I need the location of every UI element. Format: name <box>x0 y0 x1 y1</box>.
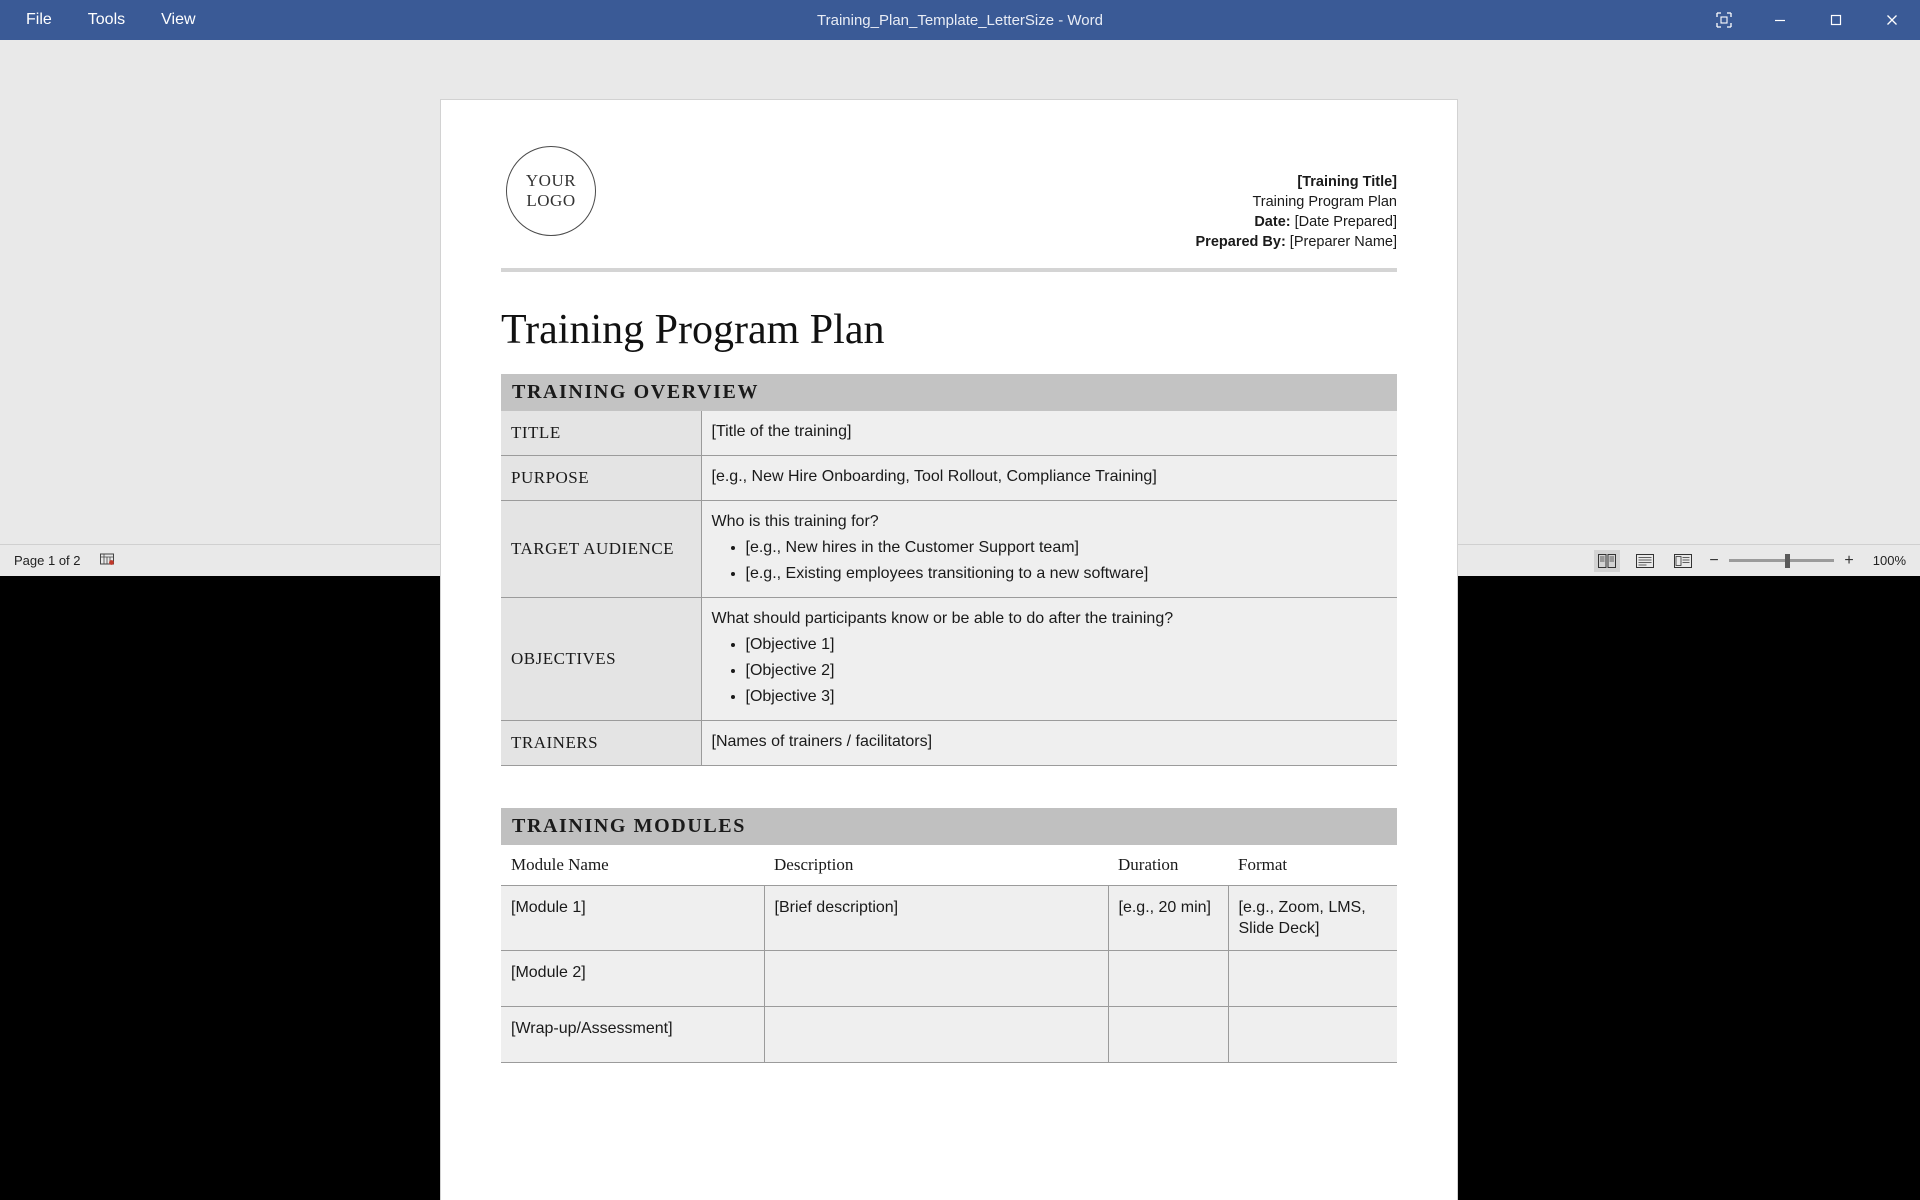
table-header-row <box>501 845 1397 886</box>
table-row <box>501 721 1397 766</box>
status-right-group <box>1594 550 1906 572</box>
section-heading-modules: TRAINING MODULES <box>501 808 1397 845</box>
zoom-slider-thumb[interactable] <box>1785 554 1790 568</box>
table-row <box>501 951 1397 1007</box>
list-item: • [e.g., New hires in the Customer Support team] <box>746 535 1388 561</box>
logo-line-1: YOUR <box>525 171 577 190</box>
document-page[interactable] <box>441 100 1457 1200</box>
header-date-label: Date: <box>1254 214 1291 230</box>
module-name-cell[interactable]: [Module 2] <box>501 951 764 1007</box>
status-left-group <box>14 551 115 570</box>
minimize-icon[interactable] <box>1752 0 1808 40</box>
window-controls <box>1696 0 1920 40</box>
table-row <box>501 598 1397 721</box>
menu-file[interactable]: File <box>26 11 52 28</box>
title-bar <box>0 0 1920 40</box>
overview-objectives-question: What should participants know or be able to do after the training? <box>711 610 1174 627</box>
overview-label-target-audience: TARGET AUDIENCE <box>501 501 701 598</box>
logo-line-2: LOGO <box>526 191 576 210</box>
header-date-value: [Date Prepared] <box>1290 214 1397 230</box>
module-duration-cell[interactable] <box>1108 1007 1228 1063</box>
header-preparer-label: Prepared By: <box>1195 234 1286 250</box>
modules-section <box>501 808 1397 1063</box>
table-row <box>501 501 1397 598</box>
module-description-cell[interactable] <box>764 951 1108 1007</box>
overview-title-text: [Title of the training] <box>711 423 852 440</box>
menu-tools[interactable]: Tools <box>87 11 126 28</box>
list-item: • [Objective 1] <box>746 632 1388 658</box>
table-row <box>501 1007 1397 1063</box>
header-subtitle: Training Program Plan <box>1252 194 1397 210</box>
web-layout-icon[interactable] <box>1670 550 1696 572</box>
module-duration-cell[interactable]: [e.g., 20 min] <box>1108 886 1228 951</box>
overview-label-purpose: PURPOSE <box>501 456 701 501</box>
list-item: • [e.g., Existing employees transitioning to a new software] <box>746 561 1388 587</box>
header-meta-line-2 <box>1196 192 1397 212</box>
overview-label-title: TITLE <box>501 411 701 456</box>
list-item: • [Objective 2] <box>746 658 1388 684</box>
overview-objectives-bullets <box>712 632 1388 710</box>
overview-purpose-text: [e.g., New Hire Onboarding, Tool Rollout, Compliance Training] <box>711 468 1157 485</box>
header-divider <box>501 268 1397 272</box>
module-format-cell[interactable]: [e.g., Zoom, LMS, Slide Deck] <box>1228 886 1397 951</box>
overview-table <box>501 411 1397 766</box>
modules-table <box>501 845 1397 1063</box>
menu-view[interactable]: View <box>161 11 196 28</box>
zoom-slider-track <box>1729 559 1834 562</box>
close-icon[interactable] <box>1864 0 1920 40</box>
window-title: Training_Plan_Template_LetterSize - Word <box>817 11 1103 29</box>
overview-value-trainers[interactable] <box>701 721 1397 766</box>
overview-label-objectives: OBJECTIVES <box>501 598 701 721</box>
module-description-cell[interactable] <box>764 1007 1108 1063</box>
overview-trainers-text: [Names of trainers / facilitators] <box>711 733 933 750</box>
module-duration-cell[interactable] <box>1108 951 1228 1007</box>
table-row <box>501 411 1397 456</box>
column-module-name: Module Name <box>501 845 764 886</box>
overview-value-purpose[interactable] <box>701 456 1397 501</box>
zoom-slider[interactable] <box>1729 553 1834 569</box>
section-heading-overview: TRAINING OVERVIEW <box>501 374 1397 411</box>
module-name-cell[interactable]: [Wrap-up/Assessment] <box>501 1007 764 1063</box>
header-training-title: [Training Title] <box>1297 174 1397 190</box>
table-row <box>501 886 1397 951</box>
document-header <box>501 136 1397 252</box>
menu-bar <box>0 2 214 38</box>
fit-window-icon[interactable] <box>1696 0 1752 40</box>
overview-value-objectives[interactable] <box>701 598 1397 721</box>
overview-label-trainers: TRAINERS <box>501 721 701 766</box>
maximize-icon[interactable] <box>1808 0 1864 40</box>
header-preparer-value: [Preparer Name] <box>1285 234 1397 250</box>
zoom-in-button[interactable]: + <box>1844 551 1854 569</box>
column-duration: Duration <box>1108 845 1228 886</box>
overview-audience-bullets <box>712 535 1388 587</box>
header-meta-line-4 <box>1196 232 1397 252</box>
page-title: Training Program Plan <box>501 307 885 353</box>
module-format-cell[interactable] <box>1228 951 1397 1007</box>
full-screen-reading-icon[interactable] <box>1632 550 1658 572</box>
list-item: • [Objective 3] <box>746 684 1388 710</box>
macro-record-icon[interactable] <box>99 551 115 570</box>
header-meta-line-1 <box>1196 172 1397 192</box>
overview-value-target-audience[interactable] <box>701 501 1397 598</box>
logo-placeholder <box>506 146 596 236</box>
table-row <box>501 456 1397 501</box>
zoom-control <box>1708 552 1906 570</box>
column-format: Format <box>1228 845 1397 886</box>
zoom-level[interactable]: 100% <box>1872 553 1906 568</box>
module-format-cell[interactable] <box>1228 1007 1397 1063</box>
zoom-out-button[interactable]: − <box>1709 551 1719 569</box>
overview-value-title[interactable] <box>701 411 1397 456</box>
column-description: Description <box>764 845 1108 886</box>
page-indicator[interactable]: Page 1 of 2 <box>14 553 81 568</box>
overview-audience-question: Who is this training for? <box>711 513 879 530</box>
header-meta <box>1196 146 1397 252</box>
module-name-cell[interactable]: [Module 1] <box>501 886 764 951</box>
header-meta-line-3 <box>1196 212 1397 232</box>
module-description-cell[interactable]: [Brief description] <box>764 886 1108 951</box>
print-layout-icon[interactable] <box>1594 550 1620 572</box>
